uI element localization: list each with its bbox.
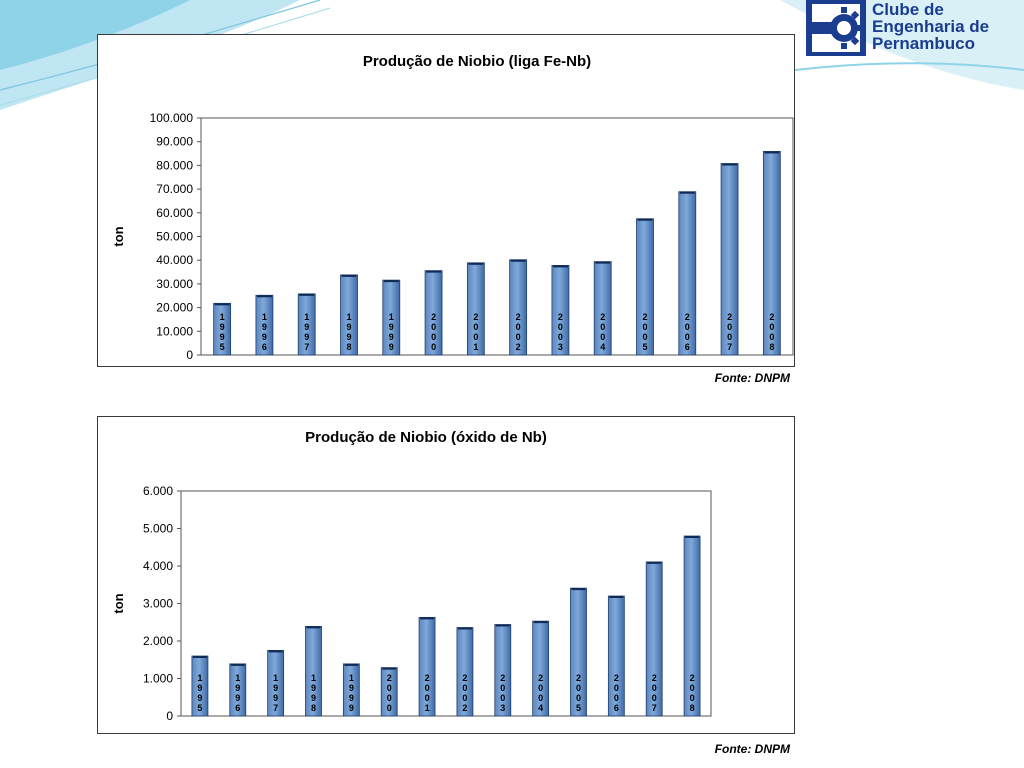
y-tick-label: 1.000 xyxy=(142,671,173,686)
chart-fe-nb xyxy=(97,34,795,367)
bar-label-2003: 2 0 0 3 xyxy=(557,312,563,352)
y-tick-label: 80.000 xyxy=(156,158,193,173)
logo-line-1: Clube de xyxy=(872,0,944,19)
bar-label-1995: 1 9 9 5 xyxy=(219,312,225,352)
y-tick-label: 2.000 xyxy=(142,634,173,648)
logo-text xyxy=(872,1,989,52)
bar-label-2007: 2 0 0 7 xyxy=(727,312,733,352)
y-tick-label: 10.000 xyxy=(156,324,193,339)
y-tick-label: 0 xyxy=(166,709,173,723)
chart-title: Produção de Niobio (liga Fe-Nb) xyxy=(362,53,592,70)
y-tick-label: 3.000 xyxy=(142,596,173,611)
bar-label-2002: 2 0 0 2 xyxy=(462,673,468,713)
bar-label-2001: 2 0 0 1 xyxy=(473,312,479,352)
logo-line-3: Pernambuco xyxy=(872,34,975,53)
logo xyxy=(806,0,1024,56)
source-note-1: Fonte: DNPM xyxy=(714,371,790,385)
bar-label-1995: 1 9 9 5 xyxy=(197,673,203,713)
y-axis-label: ton xyxy=(111,226,126,247)
gear-icon xyxy=(806,0,866,56)
chart-fe-nb-svg xyxy=(98,35,794,366)
bar-label-1997: 1 9 9 7 xyxy=(304,312,310,352)
chart-oxido-nb xyxy=(97,416,795,734)
y-tick-label: 40.000 xyxy=(156,253,193,268)
bar-label-2006: 2 0 0 6 xyxy=(684,312,690,352)
bar-label-1998: 1 9 9 8 xyxy=(310,673,317,713)
bar-label-2008: 2 0 0 8 xyxy=(689,673,695,713)
y-tick-label: 100.000 xyxy=(149,111,193,125)
y-axis-label: ton xyxy=(111,593,126,614)
plot-area xyxy=(201,118,793,355)
plot-area xyxy=(181,491,711,716)
chart-title: Produção de Niobio (óxido de Nb) xyxy=(305,429,547,446)
y-tick-label: 5.000 xyxy=(142,521,173,536)
bar-label-2007: 2 0 0 7 xyxy=(651,673,657,713)
bar-label-2001: 2 0 0 1 xyxy=(424,673,430,713)
bar-label-2004: 2 0 0 4 xyxy=(538,673,544,713)
bar-label-2000: 2 0 0 0 xyxy=(431,312,437,352)
bar-label-1999: 1 9 9 9 xyxy=(388,312,394,352)
y-tick-label: 6.000 xyxy=(142,484,173,498)
bar-label-2005: 2 0 0 5 xyxy=(575,673,582,713)
chart-oxido-nb-svg xyxy=(98,417,794,733)
y-tick-label: 70.000 xyxy=(156,182,193,197)
bar-label-1998: 1 9 9 8 xyxy=(346,312,352,352)
y-tick-label: 20.000 xyxy=(156,300,193,315)
bar-label-2002: 2 0 0 2 xyxy=(515,312,521,352)
bar-label-2004: 2 0 0 4 xyxy=(600,312,606,352)
bar-label-2003: 2 0 0 3 xyxy=(500,673,506,713)
y-tick-label: 90.000 xyxy=(156,134,193,149)
y-tick-label: 50.000 xyxy=(156,229,193,244)
y-tick-label: 60.000 xyxy=(156,205,193,220)
logo-line-2: Engenharia de xyxy=(872,17,990,36)
y-tick-label: 4.000 xyxy=(142,559,173,573)
bar-label-2000: 2 0 0 0 xyxy=(386,673,392,713)
bar-label-1996: 1 9 9 6 xyxy=(235,673,241,713)
bar-label-2008: 2 0 0 8 xyxy=(769,312,775,352)
bar-label-2006: 2 0 0 6 xyxy=(613,673,619,713)
y-tick-label: 0 xyxy=(186,348,193,362)
bar-label-1997: 1 9 9 7 xyxy=(273,673,279,713)
bar-label-2005: 2 0 0 5 xyxy=(642,312,648,352)
bar-label-1999: 1 9 9 9 xyxy=(348,673,354,713)
y-tick-label: 30.000 xyxy=(156,276,193,291)
source-note-2: Fonte: DNPM xyxy=(714,742,790,756)
bar-label-1996: 1 9 9 6 xyxy=(261,312,267,352)
